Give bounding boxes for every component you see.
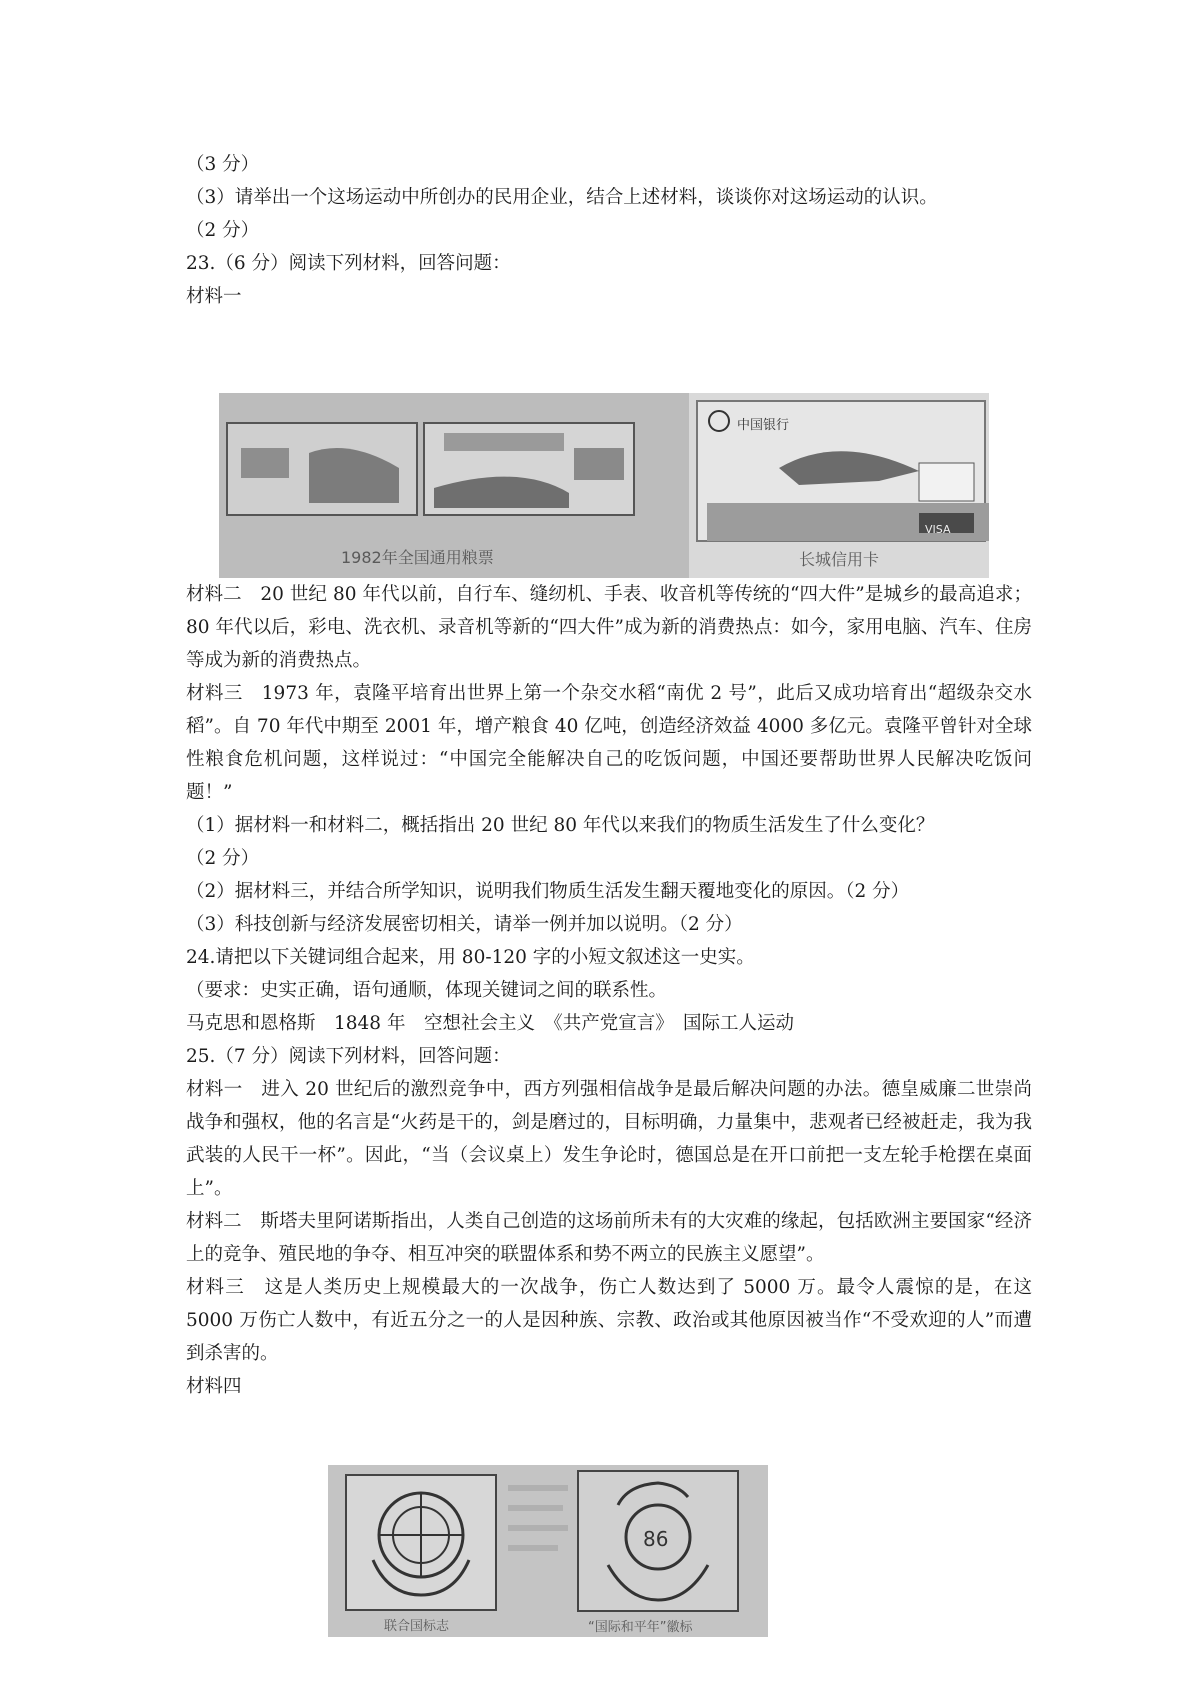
- q23-sub-2: （2）据材料三，并结合所学知识，说明我们物质生活发生翻天覆地变化的原因。（2 分）: [186, 881, 910, 902]
- figure-1-caption-right: 长城信用卡: [799, 550, 880, 569]
- text-line: （3 分）: [186, 154, 260, 175]
- q25-material-4-label: 材料四: [186, 1376, 242, 1397]
- q25-material-2: 材料二 斯塔夫里阿诺斯指出，人类自己创造的这场前所未有的大灾难的缘起，包括欧洲主要国家“经济上的竞争、殖民地的争夺、相互冲突的联盟体系和势不两立的民族主义愿望”。: [186, 1211, 1032, 1265]
- q25-material-1: 材料一 进入 20 世纪后的激烈竞争中，西方列强相信战争是最后解决问题的办法。德皇威廉二世崇尚战争和强权，他的名言是“火药是干的，剑是磨过的，目标明确，力量集中，悲观者已经被赶走，我为我武装的人民干一杯”。因此，“当（会议桌上）发生争论时，德国总是在开口前把一支左轮手枪摆在桌面上”。: [186, 1079, 1032, 1199]
- q25-material-3: 材料三 这是人类历史上规模最大的一次战争，伤亡人数达到了 5000 万。最令人震惊的是，在这 5000 万伤亡人数中，有近五分之一的人是因种族、宗教、政治或其他原因被当作“不受欢迎的人”而遭到杀害的。: [186, 1277, 1032, 1364]
- q23-material-2: 材料二 20 世纪 80 年代以前，自行车、缝纫机、手表、收音机等传统的“四大件”是城乡的最高追求；80 年代以后，彩电、洗衣机、录音机等新的“四大件”成为新的消费热点：如今，家用电脑、汽车、住房等成为新的消费热点。: [186, 584, 1032, 671]
- bank-name-label: 中国银行: [737, 418, 790, 433]
- page-content: [186, 148, 1032, 1637]
- card-brand-label: VISA: [925, 523, 951, 536]
- q23-material-3: 材料三 1973 年，袁隆平培育出世界上第一个杂交水稻“南优 2 号”，此后又成功培育出“超级杂交水稻”。自 70 年代中期至 2001 年，增产粮食 40 亿吨，创造经济效益 4000 多亿元。袁隆平曾针对全球性粮食危机问题，这样说过：“中国完全能解决自己的吃饭问题，中国还要帮助世界人民解决吃饭问题！”: [186, 683, 1032, 803]
- question-25-title: 25.（7 分）阅读下列材料，回答问题：: [186, 1046, 511, 1067]
- text-line: （3）请举出一个这场运动中所创办的民用企业，结合上述材料，谈谈你对这场运动的认识。: [186, 187, 938, 208]
- text-line: （2 分）: [186, 220, 260, 241]
- figure-ration-coupons-credit-card: [219, 393, 989, 578]
- q23-sub-1: （1）据材料一和材料二，概括指出 20 世纪 80 年代以来我们的物质生活发生了什么变化？: [186, 815, 935, 836]
- spacer: [186, 313, 1032, 387]
- figure-1-caption-left: 1982年全国通用粮票: [341, 548, 494, 567]
- figure-2-caption-left: 联合国标志: [384, 1619, 450, 1634]
- question-24-keywords: 马克思和恩格斯 1848 年 空想社会主义 《共产党宣言》 国际工人运动: [186, 1013, 794, 1034]
- q23-sub-1-score: （2 分）: [186, 848, 260, 869]
- figure-2-caption-right: “国际和平年”徽标: [588, 1620, 693, 1635]
- material-1-label: 材料一: [186, 286, 242, 307]
- emblem-number: 86: [643, 1527, 669, 1551]
- question-23-title: 23.（6 分）阅读下列材料，回答问题：: [186, 253, 511, 274]
- q23-sub-3: （3）科技创新与经济发展密切相关，请举一例并加以说明。（2 分）: [186, 914, 743, 935]
- figure-un-emblems: [328, 1465, 768, 1637]
- question-24-requirement: （要求：史实正确，语句通顺，体现关键词之间的联系性。: [186, 980, 668, 1001]
- question-24-title: 24.请把以下关键词组合起来，用 80-120 字的小短文叙述这一史实。: [186, 947, 755, 968]
